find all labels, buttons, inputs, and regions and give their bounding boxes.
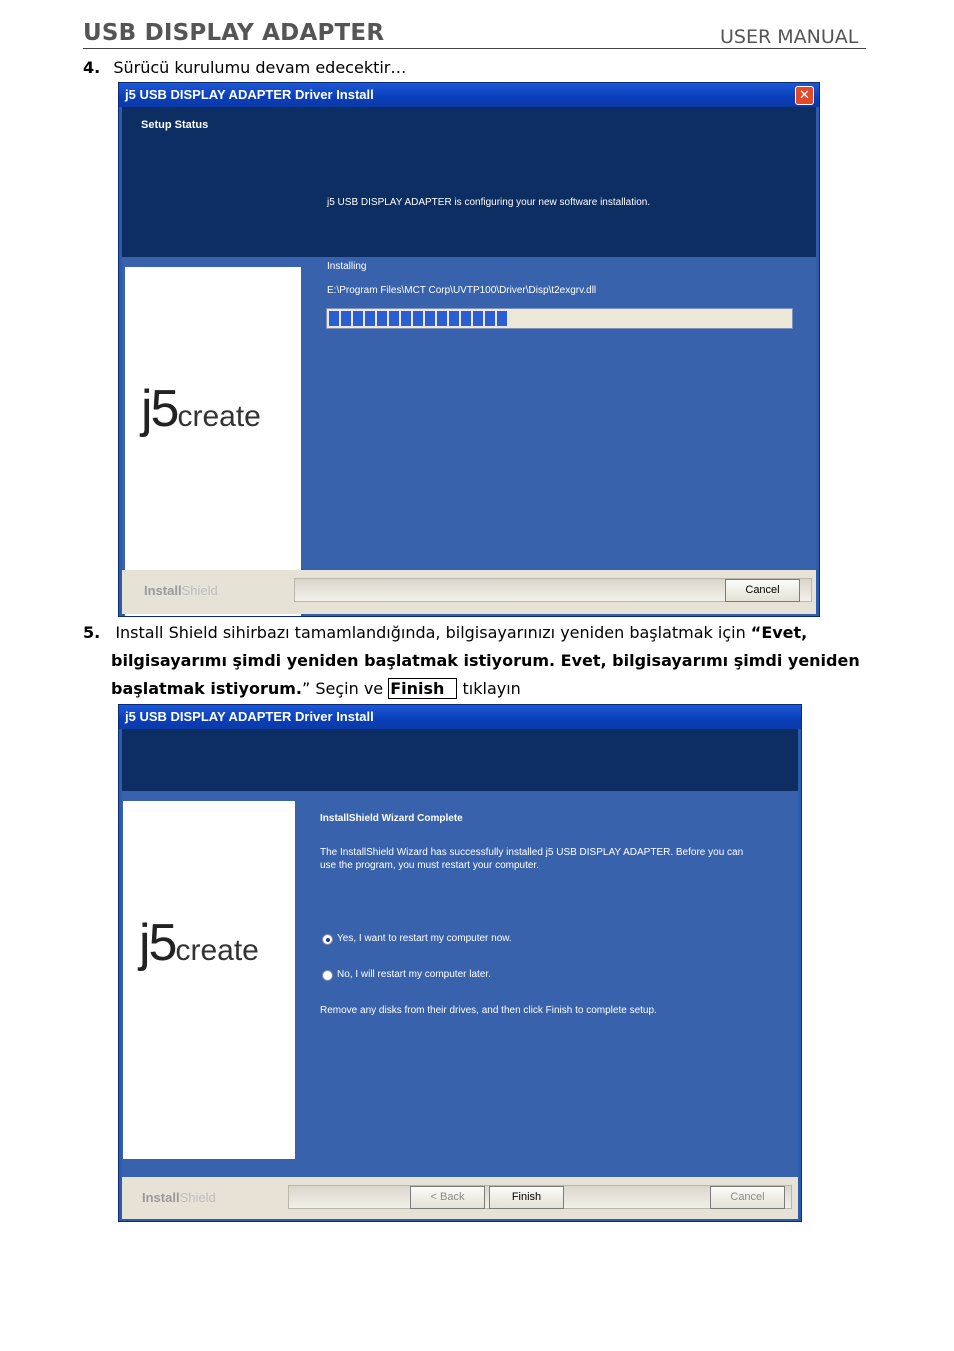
banner-title: Setup Status (141, 119, 209, 131)
logo-create: create (177, 400, 261, 433)
logo-create: create (175, 934, 259, 967)
logo-panel-bg (125, 267, 301, 617)
cancel-button[interactable]: Cancel (725, 579, 800, 602)
j5create-logo (139, 913, 259, 973)
installing-label: Installing (327, 261, 367, 272)
document-title: USB DISPLAY ADAPTER (83, 20, 385, 46)
step-4-number: 4. (83, 58, 101, 77)
dialog-footer (122, 1177, 798, 1219)
dialog-titlebar (119, 83, 819, 107)
step-5-end: tıklayın (457, 679, 521, 698)
cancel-button[interactable]: Cancel (710, 1186, 785, 1209)
step-5-bold-2: bilgisayarımı şimdi yeniden başlatmak istiyorum. Evet, bilgisayarımı şimdi yeniden (111, 651, 860, 670)
message-line-2: use the program, you must restart your computer. (320, 860, 539, 871)
step-5-bold-1: “Evet, (750, 623, 808, 642)
back-button[interactable]: < Back (410, 1186, 485, 1209)
step-5-after: ” Seçin ve (301, 679, 389, 698)
status-line: j5 USB DISPLAY ADAPTER is configuring your new software installation. (327, 197, 651, 208)
dialog-title: j5 USB DISPLAY ADAPTER Driver Install (125, 709, 374, 724)
logo-j5: j5 (141, 380, 178, 438)
step-5-intro: Install Shield sihirbazı tamamlandığında, bilgisayarınızı yeniden başlatmak için (115, 623, 751, 642)
step-4-text: Sürücü kurulumu devam edecektir… (113, 58, 407, 77)
installshield-brand: InstallShield (144, 583, 218, 598)
logo-panel (123, 801, 295, 1159)
dialog-title: j5 USB DISPLAY ADAPTER Driver Install (125, 87, 374, 102)
radio-restart-later[interactable] (322, 970, 333, 981)
message-line-1: The InstallShield Wizard has successfully installed j5 USB DISPLAY ADAPTER. Before you can (320, 847, 744, 858)
header-rule (83, 48, 866, 49)
finish-button[interactable]: Finish (489, 1186, 564, 1209)
close-button[interactable]: ✕ (795, 86, 814, 105)
step-5-line-3 (111, 675, 521, 703)
progress-bar (326, 308, 793, 329)
finish-label: Finish (388, 678, 457, 699)
dialog-titlebar (119, 705, 801, 729)
dialog-banner (122, 729, 798, 791)
installshield-brand: InstallShield (142, 1190, 216, 1205)
wizard-heading: InstallShield Wizard Complete (320, 813, 463, 824)
dialog-footer (122, 570, 816, 614)
step-5-bold-3: başlatmak istiyorum. (111, 679, 302, 698)
step-5 (83, 619, 898, 647)
install-complete-dialog (118, 704, 802, 1222)
radio-restart-now[interactable] (322, 934, 333, 945)
step-5-line-2 (111, 647, 860, 675)
install-progress-dialog (118, 82, 820, 617)
step-5-number: 5. (83, 623, 101, 642)
dialog-banner (122, 107, 816, 257)
progress-fill (329, 311, 509, 326)
remove-disks-text: Remove any disks from their drives, and then click Finish to complete setup. (320, 1005, 657, 1016)
j5create-logo (141, 379, 261, 439)
document-subtitle: USER MANUAL (720, 26, 859, 48)
file-path: E:\Program Files\MCT Corp\UVTP100\Driver\Disp\t2exgrv.dll (327, 285, 597, 296)
step-4 (83, 54, 406, 82)
radio-restart-now-label[interactable]: Yes, I want to restart my computer now. (337, 933, 512, 944)
radio-restart-later-label[interactable]: No, I will restart my computer later. (337, 969, 491, 980)
logo-j5: j5 (139, 914, 176, 972)
